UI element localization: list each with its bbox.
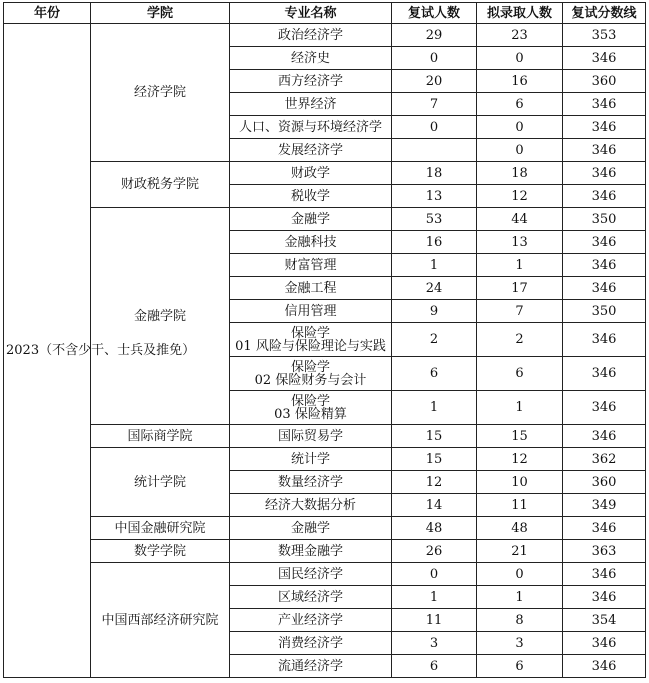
admitted-cell: 1 (477, 254, 563, 277)
major-cell: 信用管理 (230, 300, 392, 323)
major-cell: 国民经济学 (230, 563, 392, 586)
major-cell: 数量经济学 (230, 471, 392, 494)
admitted-cell: 21 (477, 540, 563, 563)
admitted-cell: 7 (477, 300, 563, 323)
cutoff-cell: 346 (563, 185, 646, 208)
applicants-cell (392, 139, 477, 162)
header-row (4, 3, 646, 24)
admitted-cell: 12 (477, 448, 563, 471)
major-cell: 金融学 (230, 517, 392, 540)
applicants-cell: 0 (392, 47, 477, 70)
applicants-cell: 1 (392, 254, 477, 277)
major-cell: 人口、资源与环境经济学 (230, 116, 392, 139)
admitted-cell: 11 (477, 494, 563, 517)
major-cell: 流通经济学 (230, 655, 392, 678)
major-line: 02 保险财务与会计 (254, 372, 367, 388)
major-cell: 财政学 (230, 162, 392, 185)
year-cell: 2023（不含少干、士兵及推免） (4, 24, 91, 678)
major-line: 保险学 (290, 325, 330, 341)
applicants-cell: 26 (392, 540, 477, 563)
table-row (4, 425, 646, 448)
applicants-cell: 11 (392, 609, 477, 632)
applicants-cell: 29 (392, 24, 477, 47)
admitted-cell: 48 (477, 517, 563, 540)
cutoff-cell: 346 (563, 323, 646, 357)
cutoff-cell: 346 (563, 517, 646, 540)
header-admitted: 拟录取人数 (477, 3, 563, 24)
admitted-cell: 44 (477, 208, 563, 231)
admitted-cell: 1 (477, 586, 563, 609)
admitted-cell: 12 (477, 185, 563, 208)
admitted-cell: 0 (477, 116, 563, 139)
applicants-cell: 13 (392, 185, 477, 208)
cutoff-cell: 346 (563, 93, 646, 116)
applicants-cell: 53 (392, 208, 477, 231)
admissions-table (3, 2, 646, 678)
applicants-cell: 18 (392, 162, 477, 185)
admitted-cell: 6 (477, 357, 563, 391)
applicants-cell: 15 (392, 425, 477, 448)
applicants-cell: 20 (392, 70, 477, 93)
admitted-cell: 2 (477, 323, 563, 357)
cutoff-cell: 346 (563, 391, 646, 425)
major-cell: 经济史 (230, 47, 392, 70)
header-cutoff: 复试分数线 (563, 3, 646, 24)
cutoff-cell: 346 (563, 254, 646, 277)
major-line: 01 风险与保险理论与实践 (235, 338, 386, 354)
cutoff-cell: 349 (563, 494, 646, 517)
admitted-cell: 0 (477, 47, 563, 70)
major-cell: 政治经济学 (230, 24, 392, 47)
admitted-cell: 8 (477, 609, 563, 632)
admitted-cell: 6 (477, 655, 563, 678)
cutoff-cell: 362 (563, 448, 646, 471)
applicants-cell: 7 (392, 93, 477, 116)
table-row (4, 162, 646, 185)
header-year: 年份 (4, 3, 91, 24)
applicants-cell: 9 (392, 300, 477, 323)
school-cell: 金融学院 (91, 208, 230, 425)
admitted-cell: 3 (477, 632, 563, 655)
table-row (4, 517, 646, 540)
major-cell (230, 391, 392, 425)
admitted-cell: 1 (477, 391, 563, 425)
major-cell: 经济大数据分析 (230, 494, 392, 517)
major-cell: 世界经济 (230, 93, 392, 116)
cutoff-cell: 363 (563, 540, 646, 563)
major-line: 保险学 (290, 393, 330, 409)
applicants-cell: 6 (392, 655, 477, 678)
header-major: 专业名称 (230, 3, 392, 24)
applicants-cell: 16 (392, 231, 477, 254)
major-line: 保险学 (290, 359, 330, 375)
admitted-cell: 10 (477, 471, 563, 494)
admitted-cell: 17 (477, 277, 563, 300)
major-cell: 税收学 (230, 185, 392, 208)
cutoff-cell: 350 (563, 208, 646, 231)
major-line: 03 保险精算 (274, 406, 347, 422)
cutoff-cell: 346 (563, 632, 646, 655)
applicants-cell: 14 (392, 494, 477, 517)
cutoff-cell: 346 (563, 425, 646, 448)
cutoff-cell: 346 (563, 162, 646, 185)
table-row (4, 540, 646, 563)
table-row (4, 448, 646, 471)
cutoff-cell: 350 (563, 300, 646, 323)
major-cell: 发展经济学 (230, 139, 392, 162)
major-cell: 国际贸易学 (230, 425, 392, 448)
cutoff-cell: 346 (563, 563, 646, 586)
major-cell: 西方经济学 (230, 70, 392, 93)
cutoff-cell: 346 (563, 139, 646, 162)
major-cell: 财富管理 (230, 254, 392, 277)
table-row (4, 563, 646, 586)
school-cell: 中国金融研究院 (91, 517, 230, 540)
table-body (4, 24, 646, 678)
major-cell (230, 323, 392, 357)
school-cell: 经济学院 (91, 24, 230, 162)
major-cell: 产业经济学 (230, 609, 392, 632)
cutoff-cell: 346 (563, 655, 646, 678)
school-cell: 国际商学院 (91, 425, 230, 448)
cutoff-cell: 346 (563, 586, 646, 609)
cutoff-cell: 354 (563, 609, 646, 632)
cutoff-cell: 346 (563, 357, 646, 391)
applicants-cell: 3 (392, 632, 477, 655)
cutoff-cell: 353 (563, 24, 646, 47)
admitted-cell: 15 (477, 425, 563, 448)
applicants-cell: 0 (392, 563, 477, 586)
school-cell: 中国西部经济研究院 (91, 563, 230, 678)
major-cell: 金融工程 (230, 277, 392, 300)
table-row (4, 24, 646, 47)
admitted-cell: 0 (477, 563, 563, 586)
table-row (4, 208, 646, 231)
applicants-cell: 6 (392, 357, 477, 391)
major-cell: 统计学 (230, 448, 392, 471)
applicants-cell: 12 (392, 471, 477, 494)
major-cell: 金融科技 (230, 231, 392, 254)
admitted-cell: 6 (477, 93, 563, 116)
applicants-cell: 15 (392, 448, 477, 471)
cutoff-cell: 360 (563, 70, 646, 93)
school-cell: 数学学院 (91, 540, 230, 563)
admitted-cell: 13 (477, 231, 563, 254)
major-cell: 消费经济学 (230, 632, 392, 655)
applicants-cell: 0 (392, 116, 477, 139)
school-cell: 财政税务学院 (91, 162, 230, 208)
school-cell: 统计学院 (91, 448, 230, 517)
header-applicants: 复试人数 (392, 3, 477, 24)
applicants-cell: 24 (392, 277, 477, 300)
admitted-cell: 23 (477, 24, 563, 47)
header-school: 学院 (91, 3, 230, 24)
cutoff-cell: 346 (563, 277, 646, 300)
major-cell: 区域经济学 (230, 586, 392, 609)
admitted-cell: 18 (477, 162, 563, 185)
major-cell: 数理金融学 (230, 540, 392, 563)
applicants-cell: 48 (392, 517, 477, 540)
cutoff-cell: 346 (563, 116, 646, 139)
applicants-cell: 1 (392, 391, 477, 425)
applicants-cell: 2 (392, 323, 477, 357)
admitted-cell: 16 (477, 70, 563, 93)
cutoff-cell: 346 (563, 47, 646, 70)
major-cell: 金融学 (230, 208, 392, 231)
major-cell (230, 357, 392, 391)
cutoff-cell: 360 (563, 471, 646, 494)
admitted-cell: 0 (477, 139, 563, 162)
applicants-cell: 1 (392, 586, 477, 609)
cutoff-cell: 346 (563, 231, 646, 254)
